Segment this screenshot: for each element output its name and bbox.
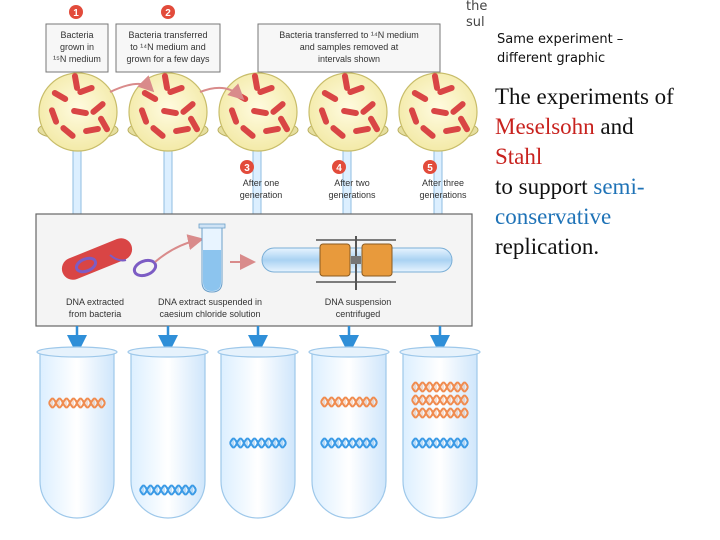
svg-text:4: 4 <box>336 163 342 174</box>
svg-text:¹⁵N medium: ¹⁵N medium <box>53 54 101 64</box>
title-and: and <box>600 114 634 139</box>
slide-title <box>495 82 720 262</box>
svg-text:After three: After three <box>421 178 465 188</box>
title-support: to support <box>495 174 588 199</box>
svg-text:2: 2 <box>165 8 171 19</box>
centrifuge-tube <box>400 347 480 518</box>
title-line-2 <box>495 112 720 142</box>
svg-text:from bacteria: from bacteria <box>68 309 122 319</box>
svg-text:centrifuged: centrifuged <box>335 309 381 319</box>
svg-text:Bacteria transferred: Bacteria transferred <box>128 30 208 40</box>
petri-dish <box>218 73 298 151</box>
svg-text:Bacteria transferred to ¹⁴N me: Bacteria transferred to ¹⁴N medium <box>279 30 419 40</box>
tube-arrows <box>77 326 440 345</box>
emphasis-conservative: conservative <box>495 204 612 229</box>
svg-text:DNA suspension: DNA suspension <box>324 297 392 307</box>
centrifuge-tube <box>128 347 208 518</box>
svg-text:DNA extract suspended in: DNA extract suspended in <box>157 297 263 307</box>
caption-line-1: Same experiment – <box>497 32 624 47</box>
name-meselsohn: Meselsohn <box>495 114 595 139</box>
step-1-marker <box>69 5 83 19</box>
petri-dish <box>38 73 118 151</box>
label-box-2 <box>116 24 220 72</box>
step-2-marker <box>161 5 175 19</box>
clipped-text-line-1: the <box>466 0 488 14</box>
svg-text:After two: After two <box>334 178 370 188</box>
step-5-marker <box>423 160 437 174</box>
step-3-marker <box>240 160 254 174</box>
svg-text:DNA extracted: DNA extracted <box>65 297 125 307</box>
petri-dishes <box>38 73 478 151</box>
centrifuge-tube <box>309 347 389 518</box>
svg-text:generations: generations <box>328 190 376 200</box>
label-box-3 <box>258 24 440 72</box>
clipped-text-line-2: sul <box>466 15 485 30</box>
generation-label-3 <box>419 178 467 200</box>
svg-text:1: 1 <box>73 8 79 19</box>
svg-text:intervals shown: intervals shown <box>317 54 381 64</box>
svg-text:generation: generation <box>239 190 283 200</box>
caesium-chloride-tube <box>199 224 225 292</box>
svg-text:grown for a few days: grown for a few days <box>126 54 210 64</box>
caption-line-2: different graphic <box>497 51 606 66</box>
slide-caption <box>497 30 717 68</box>
petri-dish <box>398 73 478 151</box>
centrifuge-tube <box>218 347 298 518</box>
svg-text:and samples removed at: and samples removed at <box>299 42 399 52</box>
result-tubes <box>37 347 480 518</box>
svg-text:5: 5 <box>427 163 433 174</box>
step-4-marker <box>332 160 346 174</box>
svg-text:to ¹⁴N medium and: to ¹⁴N medium and <box>130 42 206 52</box>
title-line-6: replication. <box>495 234 600 259</box>
svg-text:After one: After one <box>242 178 280 188</box>
generation-label-2 <box>328 178 376 200</box>
name-stahl: Stahl <box>495 144 543 169</box>
title-line-1: The experiments of <box>495 84 674 109</box>
svg-text:3: 3 <box>244 163 250 174</box>
label-box-1 <box>46 24 108 72</box>
svg-text:Bacteria: Bacteria <box>60 30 94 40</box>
svg-text:grown in: grown in <box>59 42 95 52</box>
title-line-4 <box>495 172 720 202</box>
petri-dish <box>308 73 388 151</box>
emphasis-semi: semi- <box>593 174 645 199</box>
centrifuge-tube <box>37 347 117 518</box>
svg-text:caesium chloride solution: caesium chloride solution <box>159 309 261 319</box>
svg-text:generations: generations <box>419 190 467 200</box>
